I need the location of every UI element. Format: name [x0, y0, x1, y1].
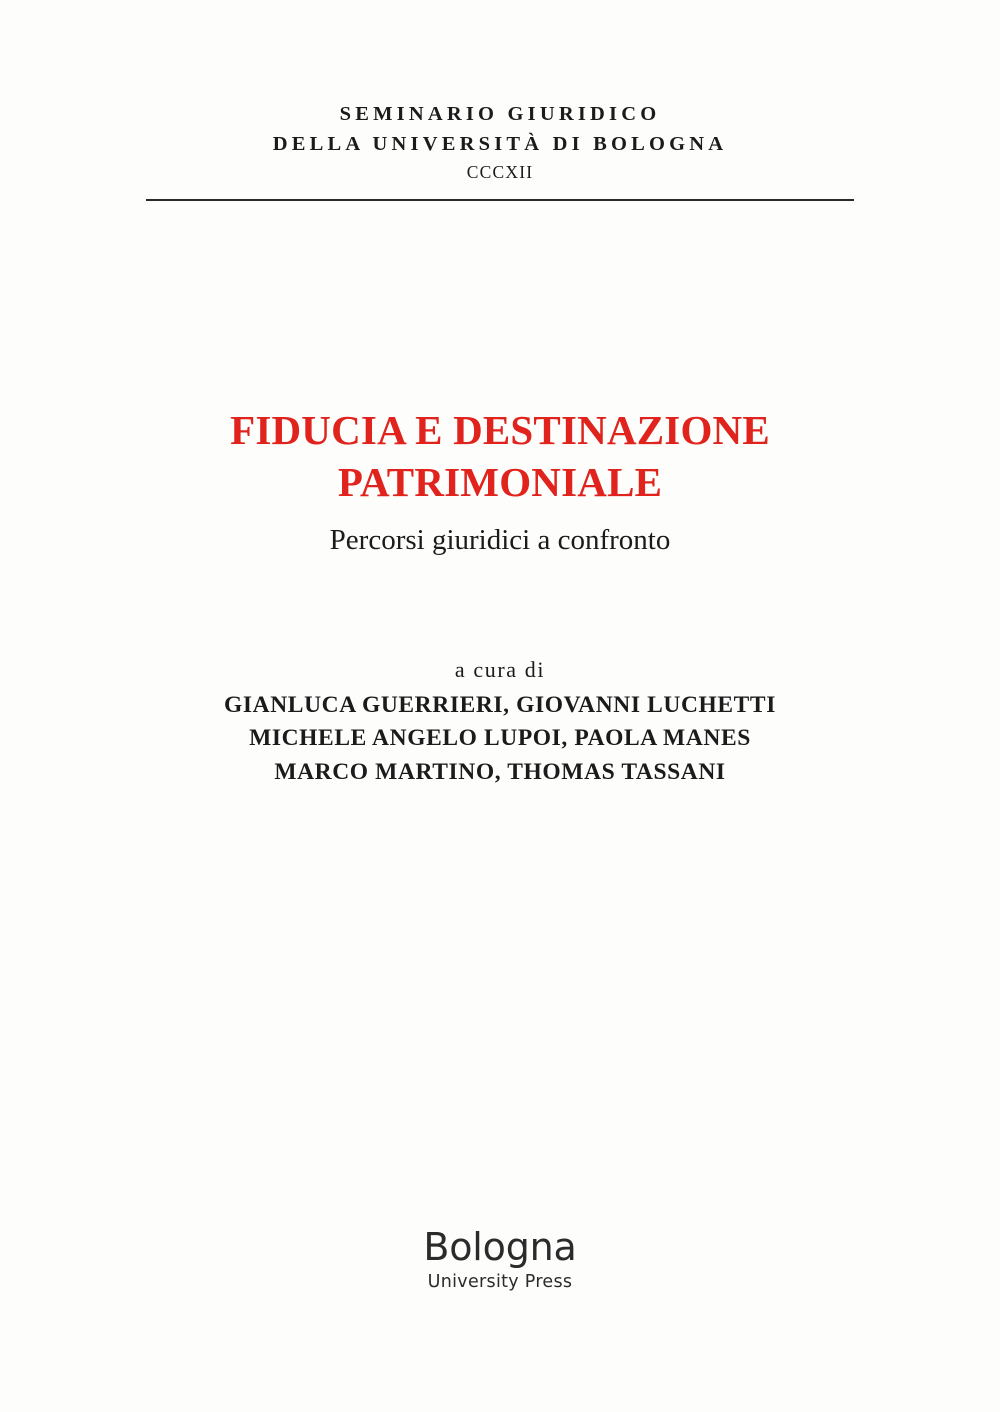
book-title	[0, 404, 1000, 509]
editors-line: MARCO MARTINO, THOMAS TASSANI	[274, 758, 726, 785]
horizontal-rule	[146, 199, 854, 201]
series-header	[0, 100, 1000, 184]
editors-block	[0, 657, 1000, 789]
book-title-line-1: FIDUCIA E DESTINAZIONE	[230, 407, 770, 453]
series-volume-number: CCCXII	[466, 162, 534, 183]
publisher-subtitle: University Press	[427, 1272, 573, 1292]
series-title-line-2: DELLA UNIVERSITÀ DI BOLOGNA	[272, 132, 728, 155]
editors-label: a cura di	[454, 657, 546, 682]
series-title-line-1: SEMINARIO GIURIDICO	[339, 103, 661, 125]
book-title-line-2: PATRIMONIALE	[337, 459, 663, 506]
publisher-logo	[0, 1225, 1000, 1292]
editors-line: MICHELE ANGELO LUPOI, PAOLA MANES	[249, 725, 751, 752]
book-subtitle: Percorsi giuridici a confronto	[329, 523, 671, 556]
publisher-name: Bologna	[423, 1225, 577, 1270]
editors-line: GIANLUCA GUERRIERI, GIOVANNI LUCHETTI	[224, 692, 776, 718]
title-block	[0, 404, 1000, 558]
